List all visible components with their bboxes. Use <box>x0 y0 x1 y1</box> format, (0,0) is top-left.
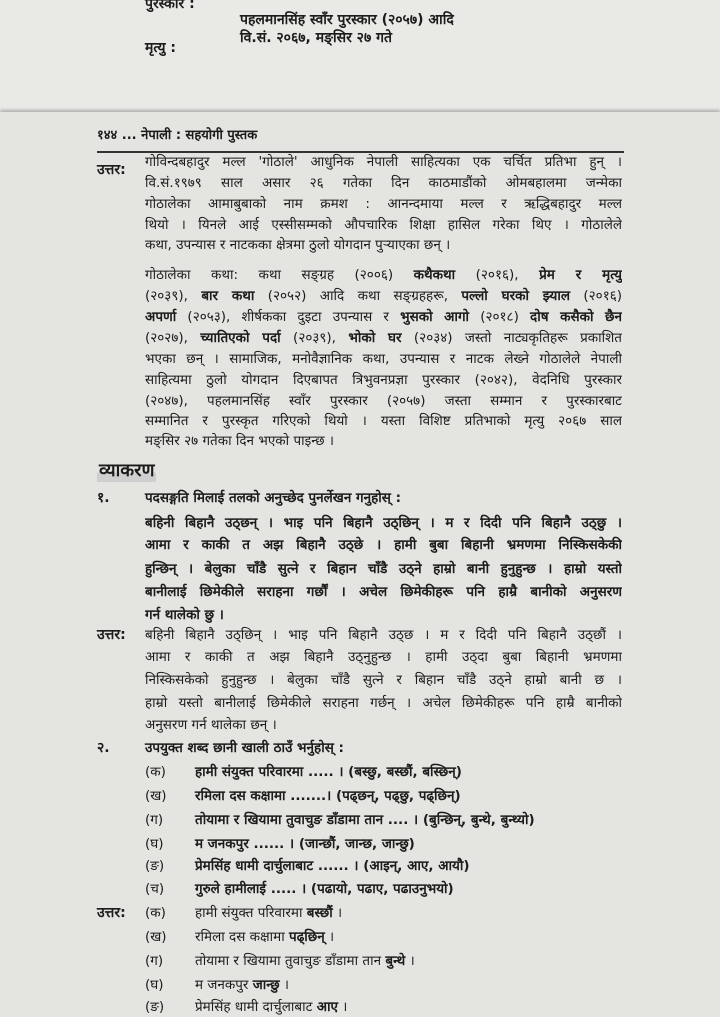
text-line <box>145 286 622 306</box>
question-number: २. <box>97 740 110 756</box>
text-line: बहिनी बिहानै उठ्छिन् । भाइ पनि बिहानै उठ्छ । म र दिदी पनि बिहानै उठ्छौं । <box>145 627 622 643</box>
item-text: गुरुले हामीलाई ..... । (पढायो, पढाए, पढाउनुभयो) <box>195 881 454 897</box>
answer-label: उत्तर: <box>97 905 126 921</box>
section-title: व्याकरण <box>99 460 155 481</box>
text-line: निस्किसकेको हुनुहुन्छ । बेलुका चाँडै सुत्ने र बिहान चाँडै उठ्ने हाम्रो बानी छ । <box>145 672 622 688</box>
item-mark: (घ) <box>145 836 164 852</box>
text-segment: साहित्यमा ठुलो योगदान दिएबापत त्रिभुवनप्रज्ञा पुरस्कार (२०४२), वेदनिधि पुरस्कार <box>145 372 622 388</box>
text-segment: (२०४७), पहलमानसिंह स्वाँर पुरस्कार (२०५७) जस्ता सम्मान र पुरस्कारबाट <box>145 393 622 409</box>
answer-word: जान्छु <box>252 977 280 993</box>
answer-post: । <box>332 905 343 921</box>
text-line: कथा, उपन्यास र नाटकका क्षेत्रमा ठुलो योगदान पुऱ्याएका छन् । <box>145 237 451 253</box>
answer-label: उत्तर: <box>97 627 126 643</box>
bold-title: भोको घर <box>348 330 402 346</box>
text-segment: (२०२७), <box>145 330 201 346</box>
answer-mark: (क) <box>145 905 166 921</box>
text-line <box>145 349 622 369</box>
answer-text <box>195 951 415 969</box>
answer-word: बुन्थे <box>385 953 406 969</box>
text-line: आमा र काकी त अझ बिहानै उठ्नुहुन्छ । हामी उठ्दा बुबा बिहानी भ्रमणमा <box>145 649 622 665</box>
answer-pre: प्रेमसिंह धामी दार्चुलाबाट <box>195 999 317 1015</box>
answer-mark: (ङ) <box>145 999 165 1015</box>
text-line <box>145 265 622 285</box>
bold-title: बार कथा <box>201 288 255 304</box>
item-text: म जनकपुर ...... । (जान्छौं, जान्छ, जान्छु) <box>195 836 415 852</box>
answer-mark: (ग) <box>145 953 164 969</box>
death-value: वि.सं. २०६७, मङ्सिर २७ गते <box>240 30 392 46</box>
text-line: हुन्छिन् । बेलुका चाँडै सुत्ने र बिहान चाँडै उठ्ने हाम्रो बानी हुनुहुन्छ । हाम्रो यस्तो <box>145 561 622 577</box>
text-line: बानीलाई छिमेकीले सराहना गर्छौं । अचेल छिमेकीहरू पनि हाम्रै बानीको अनुसरण <box>145 584 622 600</box>
text-segment: (२०३४) जस्तो नाट्यकृतिहरू प्रकाशित <box>401 330 622 346</box>
answer-post: । <box>337 999 348 1015</box>
item-text: रमिला दस कक्षामा .......। (पढ्छन्, पढ्छु, पढ्छिन्) <box>195 788 461 804</box>
page-header: १४४ ... नेपाली : सहयोगी पुस्तक <box>97 128 258 143</box>
award-label: पुरस्कार : <box>145 0 195 12</box>
text-line: वि.सं.१९७९ साल असार २६ गतेका दिन काठमाडौंको ओमबहालमा जन्मेका <box>145 175 622 191</box>
item-text: हामी संयुक्त परिवारमा ..... । (बस्छु, बस्छौं, बस्छिन्) <box>195 764 462 780</box>
text-segment: गोठालेका कथा: कथा सङ्ग्रह (२००६) <box>145 267 414 283</box>
answer-post: । <box>324 929 335 945</box>
answer-mark: (घ) <box>145 977 164 993</box>
text-line: अनुसरण गर्न थालेका छन् । <box>145 717 277 733</box>
answer-pre: हामी संयुक्त परिवारमा <box>195 905 307 921</box>
text-line: गोविन्दबहादुर मल्ल 'गोठाले' आधुनिक नेपाली साहित्यका एक चर्चित प्रतिभा हुन् । <box>145 154 622 170</box>
item-mark: (ख) <box>145 788 167 804</box>
text-line <box>145 370 622 390</box>
text-line: आमा र काकी त अझ बिहानै उठ्छे । हामी बुबा बिहानी भ्रमणमा निस्किसकेकी <box>145 537 622 553</box>
text-segment: (२०५३), शीर्षकका दुइटा उपन्यास र <box>176 309 401 325</box>
question-number: १. <box>97 490 110 506</box>
answer-word: आए <box>316 999 338 1015</box>
answer-text <box>195 975 289 993</box>
item-text: तोयामा र खियामा तुवाचुङ डाँडामा तान .... । (बुन्छिन्, बुन्थे, बुन्थ्यो) <box>195 812 535 828</box>
text-segment: भएका छन् । सामाजिक, मनोवैज्ञानिक कथा, उपन्यास र नाटक लेख्ने गोठालेले नेपाली <box>145 351 622 367</box>
answer-pre: तोयामा र खियामा तुवाचुङ डाँडामा तान <box>195 953 386 969</box>
text-line <box>145 391 622 411</box>
text-line <box>145 328 622 348</box>
text-segment: (२०१८) <box>469 309 531 325</box>
text-segment: (२०१६) <box>569 288 622 304</box>
death-label: मृत्यु : <box>145 40 177 56</box>
text-segment: (२०५२) आदि कथा सङ्ग्रहहरू, <box>254 288 462 304</box>
text-line <box>145 411 622 431</box>
text-segment: (२०१६), <box>455 267 540 283</box>
bold-title: प्रेम र मृत्यु <box>539 267 622 283</box>
answer-text <box>195 927 334 945</box>
text-segment: (२०३९), <box>145 288 202 304</box>
text-line: गोठालेका आमाबुबाको नाम क्रमश : आनन्दमाया मल्ल र ऋद्धिबहादुर मल्ल <box>145 196 622 212</box>
answer-text <box>195 903 342 921</box>
text-line: थियो । यिनले आई एस्सीसम्मको औपचारिक शिक्षा हासिल गरेका थिए । गोठालेले <box>145 217 622 233</box>
text-segment: (२०३९), <box>280 330 349 346</box>
answer-word: पढ्छिन् <box>289 929 325 945</box>
text-segment: सम्मानित र पुरस्कृत गरिएको थियो । यस्ता विशिष्ट प्रतिभाको मृत्यु २०६७ साल <box>145 413 622 429</box>
previous-page-fragment <box>0 0 720 112</box>
item-mark: (क) <box>145 764 166 780</box>
bold-title: कथैकथा <box>413 267 456 283</box>
answer-post: । <box>279 977 289 993</box>
bold-title: भुसको आगो <box>400 309 470 325</box>
answer-word: बस्छौं <box>306 905 333 921</box>
bold-title: दोष कसैको छैन <box>530 309 622 325</box>
bold-title: च्यातिएको पर्दा <box>200 330 281 346</box>
text-line: बहिनी बिहानै उठ्छन् । भाइ पनि बिहानै उठ्छिन् । म र दिदी पनि बिहानै उठ्छु । <box>145 515 622 531</box>
answer-text <box>195 997 347 1015</box>
question-prompt: उपयुक्त शब्द छानी खाली ठाउँ भर्नुहोस् : <box>145 740 344 756</box>
item-mark: (ङ) <box>145 858 165 874</box>
answer-label: उत्तर: <box>97 162 126 178</box>
text-line: गर्न थालेको छु । <box>145 607 224 623</box>
item-mark: (ग) <box>145 812 164 828</box>
bold-title: अपर्णा <box>145 309 177 325</box>
answer-mark: (ख) <box>145 929 167 945</box>
question-prompt: पदसङ्गति मिलाई तलको अनुच्छेद पुनर्लेखन गनुहोस् : <box>145 490 401 506</box>
text-line: हाम्रो यस्तो बानीलाई छिमेकीले सराहना गर्छन् । अचेल छिमेकीहरू पनि हाम्रै बानीको <box>145 695 622 711</box>
answer-pre: म जनकपुर <box>195 977 253 993</box>
award-line: पहलमानसिंह स्वाँर पुरस्कार (२०५७) आदि <box>240 12 454 28</box>
item-text: प्रेमसिंह धामी दार्चुलाबाट ...... । (आइन्, आए, आयौ) <box>195 858 470 874</box>
text-line <box>145 307 622 327</box>
item-mark: (च) <box>145 881 165 897</box>
bold-title: पल्लो घरको झ्याल <box>461 288 570 304</box>
text-line <box>145 431 622 451</box>
answer-pre: रमिला दस कक्षामा <box>195 929 290 945</box>
answer-post: । <box>405 953 415 969</box>
text-segment: मङ्सिर २७ गतेका दिन भएको पाइन्छ । <box>145 433 334 449</box>
